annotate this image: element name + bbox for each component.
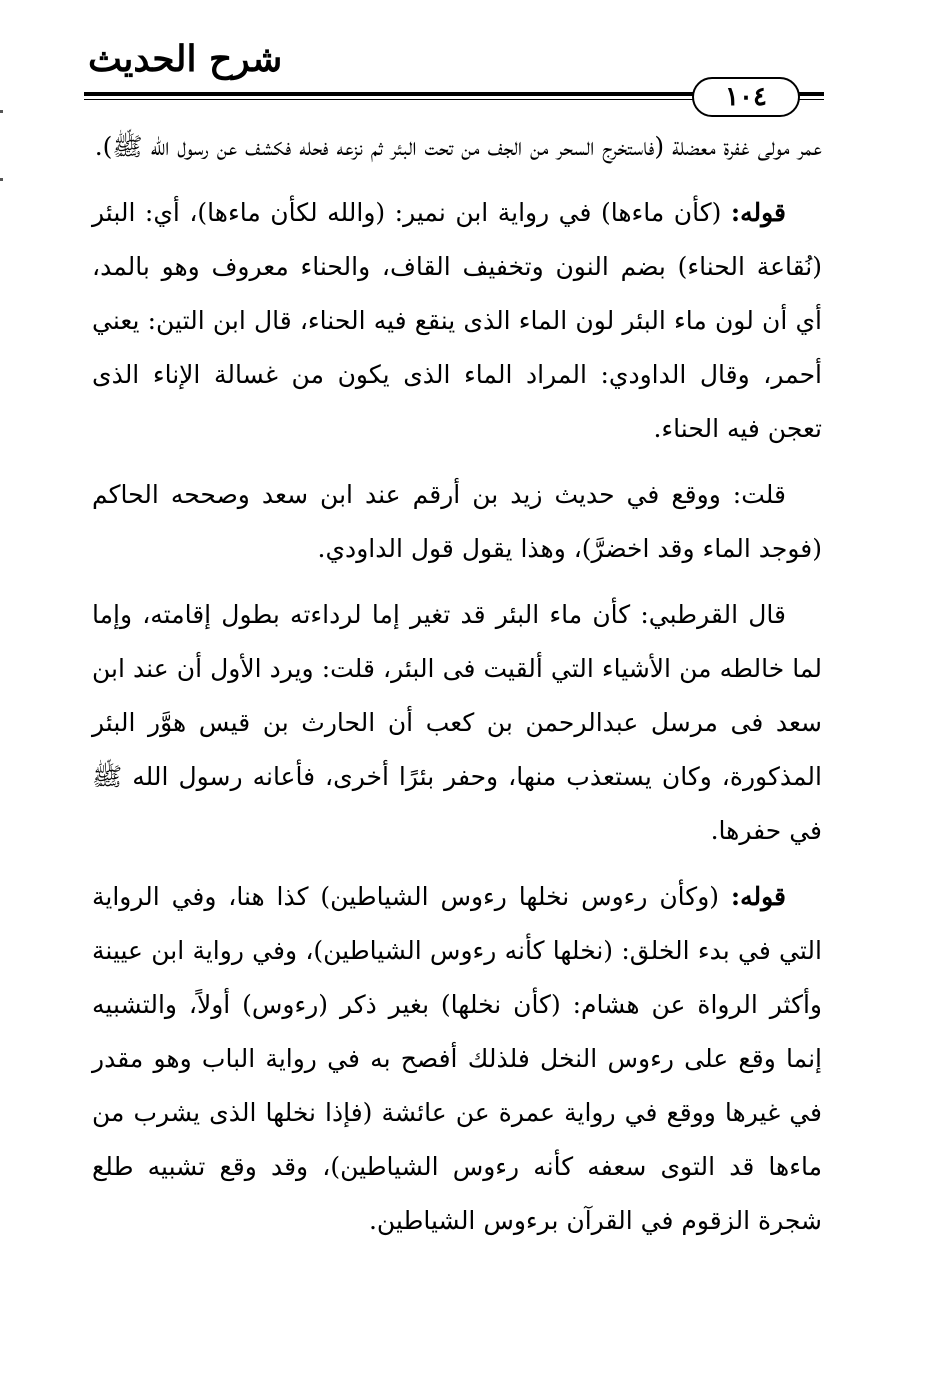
paragraph-lead: قوله: bbox=[730, 198, 786, 227]
paragraph-text: قال القرطبي: كأن ماء البئر قد تغير إما لرداءته بطول إقامته، وإما لما خالطه من الأشياء التي ألقيت فى البئر، قلت: ويرد الأول أن عند ابن سعد فى مرسل عبدالرحمن بن كعب أن الحارث بن قيس هوَّر البئر المذكورة، وكان يستعذب منها، وحفر بئرًا أخرى، فأعانه رسول الله ﷺ في حفرها. bbox=[92, 600, 822, 845]
paragraph bbox=[92, 186, 822, 456]
paragraph-text: قلت: ووقع في حديث زيد بن أرقم عند ابن سعد وصححه الحاكم (فوجد الماء وقد اخضرَّ)، وهذا يقول قول الداودي. bbox=[92, 480, 822, 563]
paragraph bbox=[92, 870, 822, 1248]
scan-mark bbox=[0, 178, 3, 181]
running-title: شرح الحديث bbox=[88, 38, 283, 80]
body-text bbox=[92, 120, 822, 1260]
paragraph-lead: قوله: bbox=[730, 882, 786, 911]
scan-mark bbox=[0, 110, 3, 113]
paragraph-text: (وكأن رءوس نخلها رءوس الشياطين) كذا هنا، وفي الرواية التي في بدء الخلق: (نخلها كأنه رءوس الشياطين)، وفي رواية ابن عيينة وأكثر الرواة عن هشام: (كأن نخلها) بغير ذكر (رءوس) أولاً، والتشبيه إنما وقع على رءوس النخل فلذلك أفصح به في رواية الباب وهو مقدر في غيرها ووقع في رواية عمرة عن عائشة (فإذا نخلها الذى يشرب من ماءها قد التوى سعفه كأنه رءوس الشياطين)، وقد وقع تشبيه طلع شجرة الزقوم في القرآن برءوس الشياطين. bbox=[92, 882, 822, 1235]
paragraph bbox=[92, 588, 822, 858]
page-number: ١٠٤ bbox=[692, 77, 800, 117]
paragraph bbox=[92, 120, 822, 174]
paragraph-text: (كأن ماءها) في رواية ابن نمير: (والله لكأن ماءها)، أي: البئر (نُقاعة الحناء) بضم النون وتخفيف القاف، والحناء معروف وهو بالمد، أي أن لون ماء البئر لون الماء الذى ينقع فيه الحناء، قال ابن التين: يعني أحمر، وقال الداودي: المراد الماء الذى يكون من غسالة الإناء الذى تعجن فيه الحناء. bbox=[92, 198, 822, 443]
paragraph bbox=[92, 468, 822, 576]
paragraph-text: عمر مولى غفرة معضلة (فاستخرج السحر من الجف من تحت البئر ثم نزعه فحله فكشف عن رسول الله ﷺ). bbox=[94, 132, 822, 161]
